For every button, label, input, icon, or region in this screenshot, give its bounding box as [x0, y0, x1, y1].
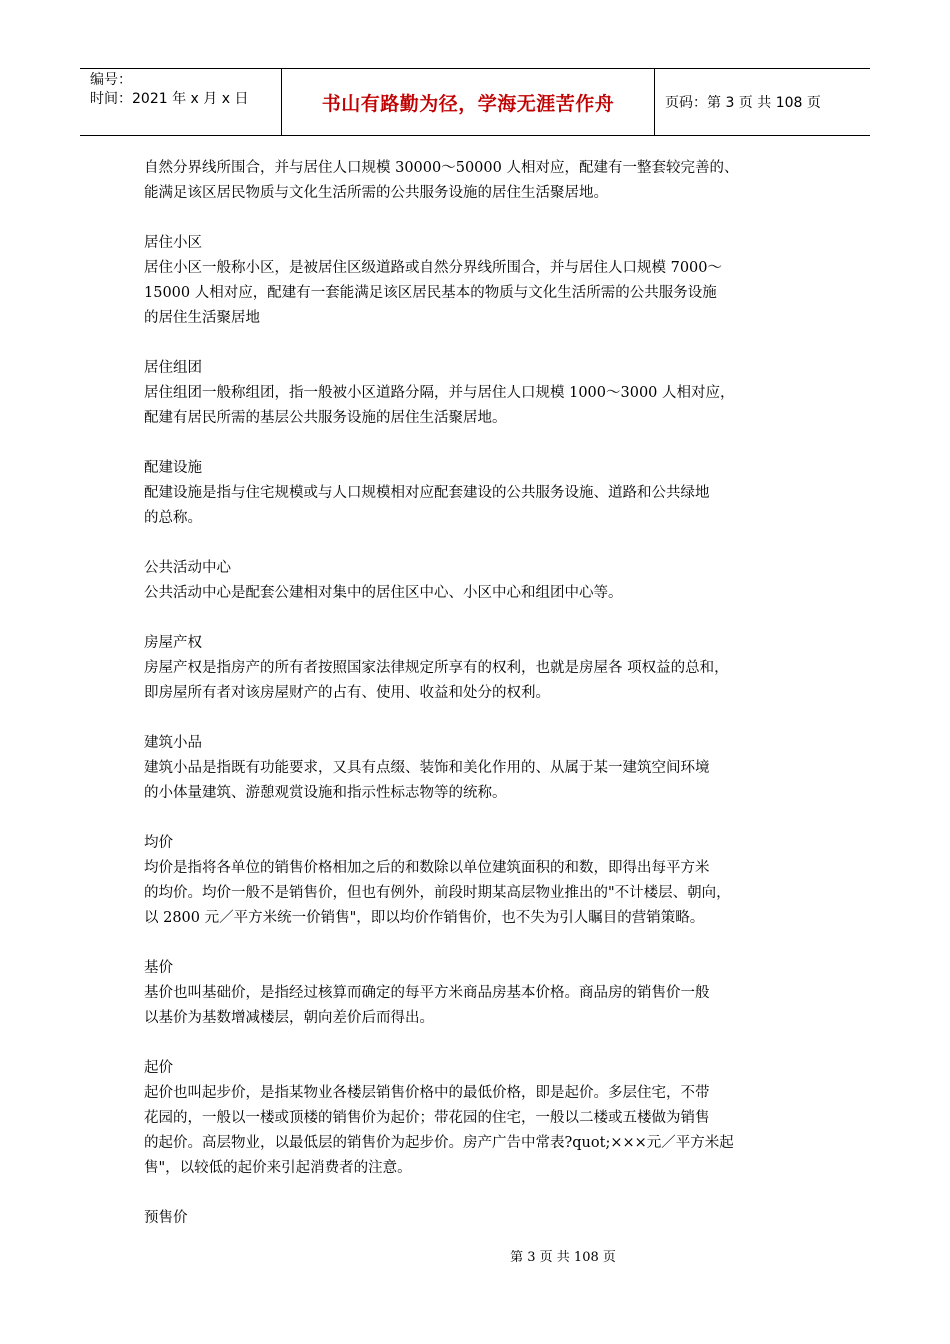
term-section	[144, 356, 824, 431]
paragraph-line: 即房屋所有者对该房屋财产的占有、使用、收益和处分的权利。	[144, 685, 550, 701]
header-page-code: 页码：第 3 页 共 108 页	[665, 95, 821, 111]
term-section	[144, 956, 824, 1031]
document-body	[144, 156, 824, 1256]
term-title: 配建设施	[144, 460, 202, 476]
document-header	[80, 68, 870, 136]
paragraph-line: 的起价。高层物业，以最低层的销售价为起步价。房产广告中常表?quot;×××元／平方米起	[144, 1135, 734, 1151]
term-section	[144, 731, 824, 806]
paragraph-line: 以 2800 元／平方米统一价销售"，即以均价作销售价，也不失为引人瞩目的营销策略。	[144, 910, 705, 926]
paragraph-line: 居住组团一般称组团，指一般被小区道路分隔，并与居住人口规模 1000～3000 人相对应，	[144, 385, 735, 401]
paragraph-line: 以基价为基数增减楼层，朝向差价后而得出。	[144, 1010, 434, 1026]
paragraph-line: 起价也叫起步价，是指某物业各楼层销售价格中的最低价格，即是起价。多层住宅，不带	[144, 1085, 710, 1101]
paragraph-line: 自然分界线所围合，并与居住人口规模 30000～50000 人相对应，配建有一整套较完善的、	[144, 160, 739, 176]
term-title: 建筑小品	[144, 735, 202, 751]
term-section	[144, 631, 824, 706]
term-section	[144, 456, 824, 531]
term-title: 起价	[144, 1060, 173, 1076]
term-title: 公共活动中心	[144, 560, 231, 576]
term-section	[144, 1056, 824, 1181]
term-section	[144, 156, 824, 206]
term-section	[144, 1206, 824, 1231]
document-number-label: 编号：	[90, 72, 132, 88]
term-title: 均价	[144, 835, 173, 851]
term-section	[144, 231, 824, 331]
paragraph-line: 建筑小品是指既有功能要求，又具有点缀、装饰和美化作用的、从属于某一建筑空间环境	[144, 760, 710, 776]
header-motto: 书山有路勤为径，学海无涯苦作舟	[282, 69, 655, 135]
paragraph-line: 均价是指将各单位的销售价格相加之后的和数除以单位建筑面积的和数，即得出每平方米	[144, 860, 710, 876]
paragraph-line: 的总称。	[144, 510, 202, 526]
paragraph-line: 15000 人相对应，配建有一套能满足该区居民基本的物质与文化生活所需的公共服务设施	[144, 285, 717, 301]
document-date: 时间：2021 年 x 月 x 日	[90, 91, 249, 107]
paragraph-line: 能满足该区居民物质与文化生活所需的公共服务设施的居住生活聚居地。	[144, 185, 608, 201]
header-meta	[80, 69, 282, 135]
paragraph-line: 的均价。均价一般不是销售价，但也有例外，前段时期某高层物业推出的"不计楼层、朝向，	[144, 885, 731, 901]
term-title: 基价	[144, 960, 173, 976]
paragraph-line: 的居住生活聚居地	[144, 310, 260, 326]
footer-page-number: 第 3 页 共 108 页	[510, 1250, 616, 1265]
paragraph-line: 配建设施是指与住宅规模或与人口规模相对应配套建设的公共服务设施、道路和公共绿地	[144, 485, 710, 501]
term-section	[144, 831, 824, 931]
paragraph-line: 售"，以较低的起价来引起消费者的注意。	[144, 1160, 412, 1176]
term-title: 预售价	[144, 1210, 188, 1226]
term-title: 房屋产权	[144, 635, 202, 651]
term-section	[144, 556, 824, 606]
paragraph-line: 公共活动中心是配套公建相对集中的居住区中心、小区中心和组团中心等。	[144, 585, 623, 601]
paragraph-line: 花园的，一般以一楼或顶楼的销售价为起价；带花园的住宅，一般以二楼或五楼做为销售	[144, 1110, 710, 1126]
paragraph-line: 的小体量建筑、游憩观赏设施和指示性标志物等的统称。	[144, 785, 507, 801]
paragraph-line: 基价也叫基础价，是指经过核算而确定的每平方米商品房基本价格。商品房的销售价一般	[144, 985, 710, 1001]
page-footer	[0, 1246, 950, 1265]
term-title: 居住组团	[144, 360, 202, 376]
term-title: 居住小区	[144, 235, 202, 251]
paragraph-line: 房屋产权是指房产的所有者按照国家法律规定所享有的权利，也就是房屋各 项权益的总和，	[144, 660, 729, 676]
paragraph-line: 居住小区一般称小区，是被居住区级道路或自然分界线所围合，并与居住人口规模 7000～	[144, 260, 723, 276]
paragraph-line: 配建有居民所需的基层公共服务设施的居住生活聚居地。	[144, 410, 507, 426]
